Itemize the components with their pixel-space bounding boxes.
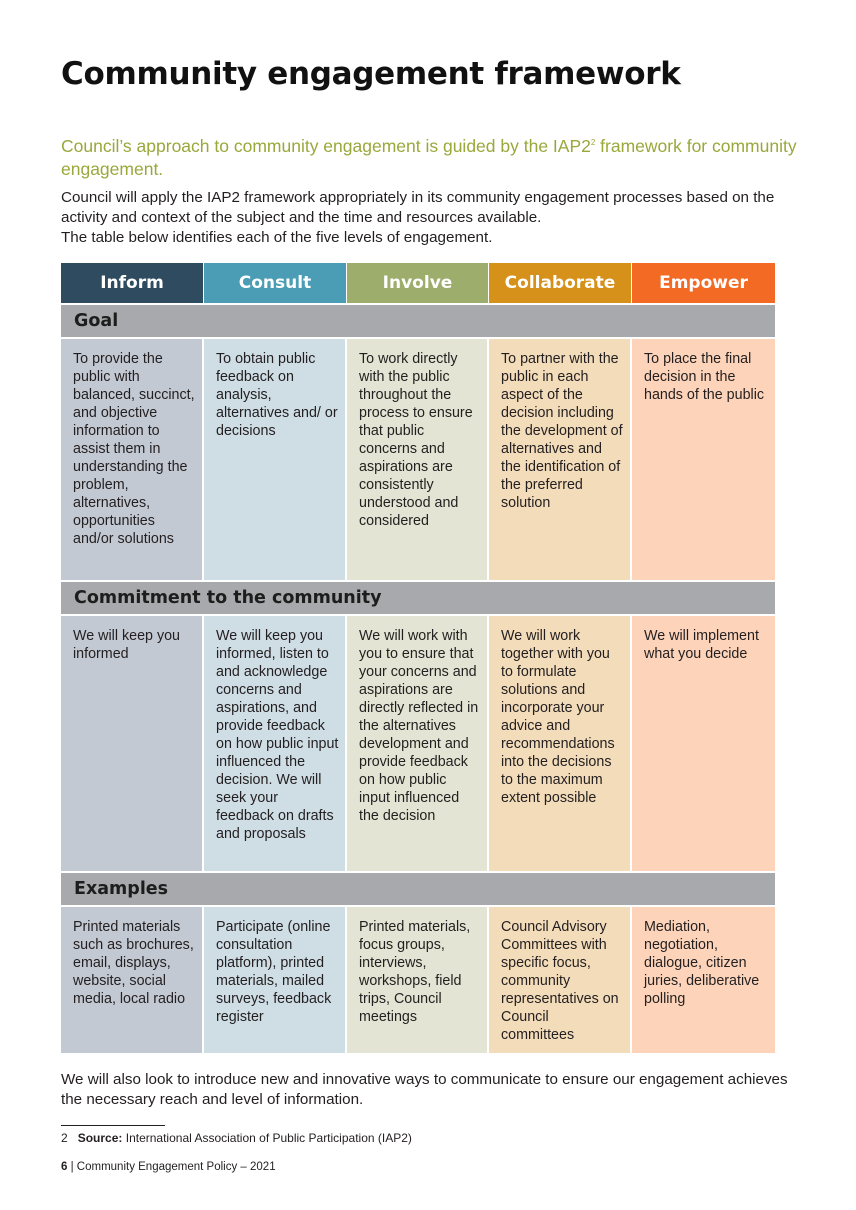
section-examples: Examples [61,871,775,907]
intro-line-2: The table below identifies each of the five levels of engagement. [61,229,493,246]
commitment-row [61,616,775,871]
page-title: Community engagement framework [61,56,681,92]
examples-empower: Mediation, negotiation, dialogue, citizen juries, deliberative polling [632,907,775,1053]
lead-text-end: framework for community engagement. [61,135,797,179]
footnote-number: 2 [61,1131,68,1145]
page-number: 6 [61,1161,68,1173]
examples-consult: Participate (online consultation platform), printed materials, mailed surveys, feedback register [204,907,347,1053]
goal-empower: To place the final decision in the hands of the public [632,339,775,580]
header-inform: Inform [61,263,204,303]
intro-line-1: Council will apply the IAP2 framework appropriately in its community engagement processes based on the activity and context of the subject and the time and resources available. [61,189,775,226]
header-consult: Consult [204,263,347,303]
closing-paragraph: We will also look to introduce new and innovative ways to communicate to ensure our engagement achieves the necessary reach and level of information. [61,1071,788,1108]
section-goal: Goal [61,303,775,339]
commitment-involve: We will work with you to ensure that your concerns and aspirations are directly reflected in the alternatives development and provide feedback on how public input influenced the decision [347,616,489,871]
footer-text: | Community Engagement Policy – 2021 [70,1161,276,1173]
lead-text: Council’s approach to community engagement is guided by the IAP2 [61,135,591,156]
header-involve: Involve [347,263,489,303]
examples-collaborate: Council Advisory Committees with specific focus, community representatives on Council committees [489,907,632,1053]
examples-row [61,907,775,1053]
header-collaborate: Collaborate [489,263,632,303]
goal-collaborate: To partner with the public in each aspect of the decision including the development of alternatives and the identification of the preferred solution [489,339,632,580]
lead-paragraph [61,131,801,181]
intro-paragraph [61,188,801,248]
footnote-divider [61,1125,165,1126]
commitment-empower: We will implement what you decide [632,616,775,871]
engagement-table [61,263,775,1053]
commitment-inform: We will keep you informed [61,616,204,871]
page-footer [61,1161,276,1173]
footnote-label: Source: [77,1131,123,1145]
examples-inform: Printed materials such as brochures, email, displays, website, social media, local radio [61,907,204,1053]
goal-row [61,339,775,580]
section-commitment: Commitment to the community [61,580,775,616]
goal-inform: To provide the public with balanced, succinct, and objective information to assist them in understanding the problem, alternatives, opportunities and/or solutions [61,339,204,580]
footnote-ref: 2 [590,138,596,147]
examples-involve: Printed materials, focus groups, interviews, workshops, field trips, Council meetings [347,907,489,1053]
commitment-consult: We will keep you informed, listen to and acknowledge concerns and aspirations, and provide feedback on how public input influenced the decision. We will seek your feedback on drafts and proposals [204,616,347,871]
header-empower: Empower [632,263,775,303]
footnote-text: International Association of Public Participation (IAP2) [125,1131,412,1145]
commitment-collaborate: We will work together with you to formulate solutions and incorporate your advice and recommendations into the decisions to the maximum extent possible [489,616,632,871]
header-row [61,263,775,303]
footnote [61,1131,412,1145]
goal-consult: To obtain public feedback on analysis, alternatives and/ or decisions [204,339,347,580]
goal-involve: To work directly with the public throughout the process to ensure that public concerns and aspirations are consistently understood and considered [347,339,489,580]
